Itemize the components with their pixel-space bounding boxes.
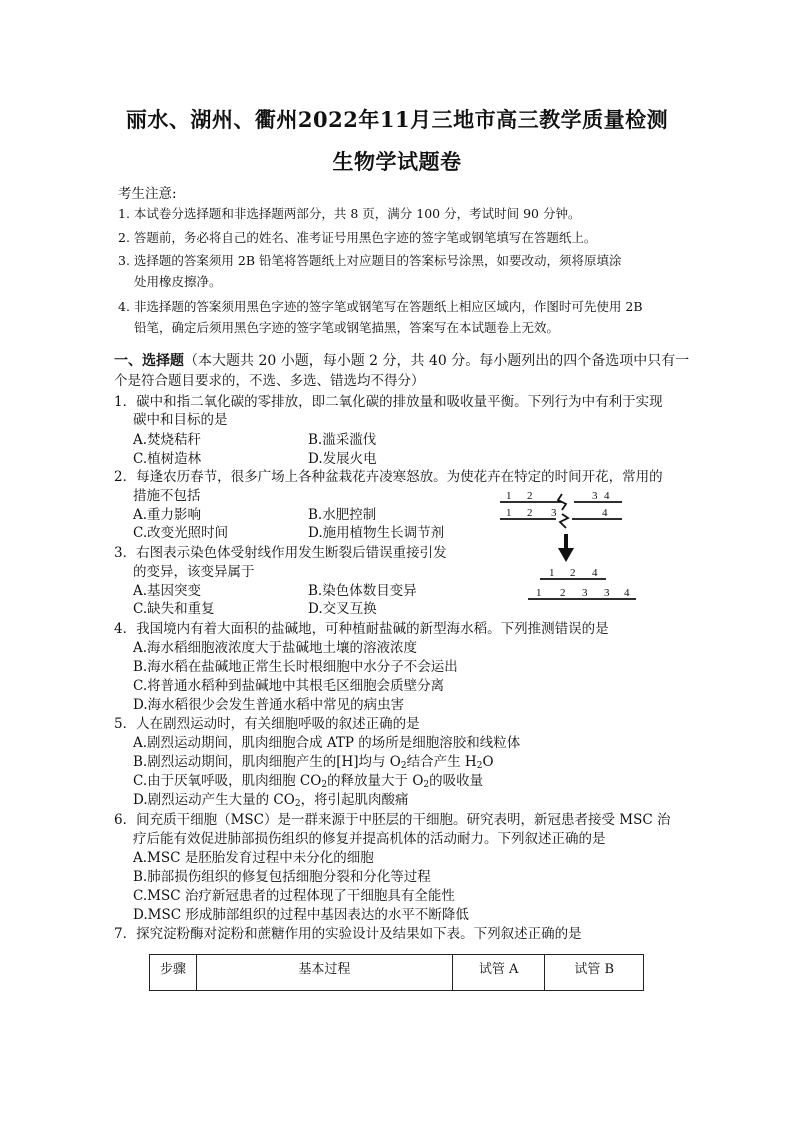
q5-option-a: A.剧烈运动期间，肌肉细胞合成 ATP 的场所是细胞溶胶和线粒体 [133,735,521,751]
notice-item: 处用橡皮擦净。 [134,274,222,289]
q6-option-b: B.肺部损伤组织的修复包括细胞分裂和分化等过程 [133,869,431,885]
fig-label-low-3a: 3 [582,587,588,599]
q7-table [149,954,644,991]
fig-label-top-1: 1 [506,490,512,502]
q7-stem: 7．探究淀粉酶对淀粉和蔗糖作用的实验设计及结果如下表。下列叙述正确的是 [114,926,582,942]
fig-label-mid-4: 4 [602,507,608,519]
q4-option-d: D.海水稻很少会发生普通水稻中常见的病虫害 [133,697,405,713]
q4-stem: 4．我国境内有着大面积的盐碱地，可种植耐盐碱的新型海水稻。下列推测错误的是 [114,621,609,637]
section-desc-line2: 个是符合题目要求的，不选、多选、错选均不得分） [114,373,425,389]
fig-label-top-4: 4 [604,490,610,502]
section-heading [114,350,689,370]
q1-option-a: A.焚烧秸秆 [133,432,202,448]
q3-option-b: B.染色体数目变异 [308,583,417,599]
notice-item: 2. 答题前，务必将自己的姓名、准考证号用黑色字迹的签字笔或钢笔填写在答题纸上。 [118,230,597,245]
fig-label-mid-3: 3 [551,507,557,519]
fig-label-mid-1: 1 [506,507,512,519]
q4-option-a: A.海水稻细胞液浓度大于盐碱地土壤的溶液浓度 [133,640,418,656]
fig-label-low-1: 1 [536,587,542,599]
chromosome-figure [496,488,642,606]
q5-stem: 5．人在剧烈运动时，有关细胞呼吸的叙述正确的是 [114,716,420,732]
q1-stem-line2: 碳中和目标的是 [133,412,228,428]
q6-option-c: C.MSC 治疗新冠患者的过程体现了干细胞具有全能性 [133,888,455,904]
fig-label-top-3: 3 [592,490,598,502]
table-header-tube-b: 试管 B [545,955,644,991]
q4-option-c: C.将普通水稻种到盐碱地中其根毛区细胞会质壁分离 [133,678,445,694]
q2-option-c: C.改变光照时间 [133,525,229,541]
exam-subtitle: 生物学试题卷 [332,149,462,174]
fig-break-mark-mid [560,514,568,528]
q4-option-b: B.海水稻在盐碱地正常生长时根细胞中水分子不会运出 [133,659,458,675]
fig-label-low-4: 4 [624,587,630,599]
q3-option-a: A.基因突变 [133,583,202,599]
q6-stem: 6．间充质干细胞（MSC）是一群来源于中胚层的干细胞。研究表明，新冠患者接受 MSC 治 [114,812,671,828]
q3-option-c: C.缺失和重复 [133,601,215,617]
q2-option-d: D.施用植物生长调节剂 [308,525,445,541]
notice-item: 3. 选择题的答案须用 2B 铅笔将答题纸上对应题目的答案标号涂黑，如要改动，须将原填涂 [118,253,622,268]
fig-label-low-3b: 3 [604,587,610,599]
fig-label-mid-2: 2 [527,507,533,519]
q1-option-d: D.发展火电 [308,451,377,467]
fig-label-top-2: 2 [527,490,533,502]
q6-option-d: D.MSC 形成肺部组织的过程中基因表达的水平不断降低 [133,907,469,923]
q2-stem: 2．每逢农历春节，很多广场上各种盆栽花卉凌寒怒放。为使花卉在特定的时间开花，常用的 [114,469,663,485]
table-header-tube-a: 试管 A [452,955,545,991]
q1-option-b: B.滥采滥伐 [308,432,377,448]
q1-stem: 1．碳中和指二氧化碳的零排放，即二氧化碳的排放量和吸收量平衡。下列行为中有利于实现 [114,394,663,410]
q3-stem: 3．右图表示染色体受射线作用发生断裂后错误重接引发 [114,545,447,561]
notice-item: 铅笔，确定后须用黑色字迹的签字笔或钢笔描黑，答案写在本试题卷上无效。 [134,320,560,335]
q5-option-c: C.由于厌氧呼吸，肌肉细胞 $CO_2$的释放量大于 $O_2$的吸收量 [133,773,484,790]
table-header-step: 步骤 [150,955,197,991]
notice-item: 1. 本试卷分选择题和非选择题两部分，共 8 页，满分 100 分，考试时间 90 分钟。 [118,206,581,221]
fig-label-res-2: 2 [570,567,576,579]
q6-option-a: A.MSC 是胚胎发育过程中未分化的细胞 [133,850,374,866]
section-label: 一、选择题 [114,353,184,369]
fig-label-res-4: 4 [592,567,598,579]
notice-heading: 考生注意: [118,186,177,202]
exam-title: 丽水、湖州、衢州2022年11月三地市高三教学质量检测 [125,107,669,132]
q6-stem-line2: 疗后能有效促进肺部损伤组织的修复并提高机体的活动耐力。下列叙述正确的是 [133,831,606,847]
fig-arrow-shaft [564,534,568,550]
q2-option-a: A.重力影响 [133,507,202,523]
fig-arrow-down-icon [558,548,574,562]
fig-label-low-2: 2 [560,587,566,599]
q2-stem-line2: 措施不包括 [133,488,201,504]
fig-label-res-1: 1 [549,567,555,579]
table-header-row [150,955,644,991]
q5-option-b: B.剧烈运动期间，肌肉细胞产生的[H]均与 $O_2$结合产生 $H_2O$ [133,754,494,771]
q3-option-d: D.交叉互换 [308,601,377,617]
q5-option-d: D.剧烈运动产生大量的 $CO_2$，将引起肌肉酸痛 [133,792,409,809]
table-header-process: 基本过程 [197,955,453,991]
notice-item: 4. 非选择题的答案须用黑色字迹的签字笔或钢笔写在答题纸上相应区域内，作图时可先使用 2B [118,299,643,314]
q1-option-c: C.植树造林 [133,451,202,467]
q3-stem-line2: 的变异，该变异属于 [133,564,255,580]
section-desc: （本大题共 20 小题，每小题 2 分，共 40 分。每小题列出的四个备选项中只有一 [184,353,690,369]
q2-option-b: B.水肥控制 [308,507,377,523]
